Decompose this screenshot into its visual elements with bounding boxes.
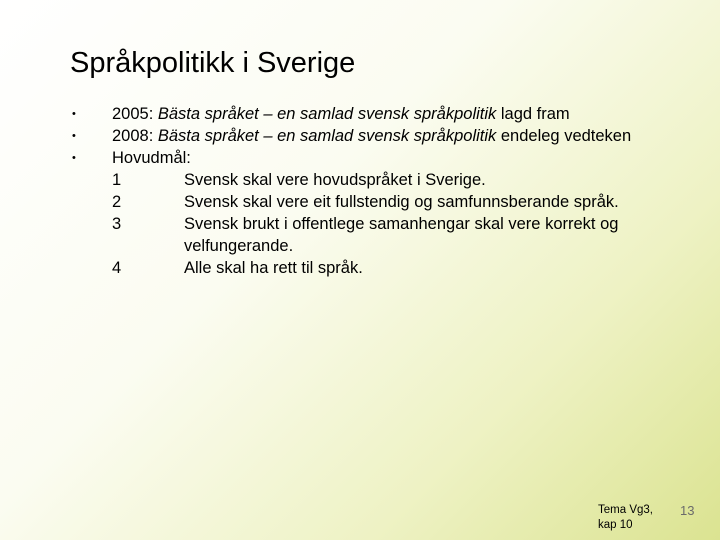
bullet-item-2008 xyxy=(72,125,672,147)
goal-number: 4 xyxy=(112,259,122,277)
goal-number: 1 xyxy=(112,171,122,189)
page-number: 13 xyxy=(680,503,695,518)
bullet-icon: • xyxy=(72,152,76,164)
goal-item-3 xyxy=(112,213,672,257)
bullet-text: Hovudmål: xyxy=(112,149,191,167)
bullet-italic-title: Bästa språket – en samlad svensk språkpolitik xyxy=(157,127,497,145)
footer-line-1: Tema Vg3, xyxy=(598,504,653,516)
goal-item-4 xyxy=(112,257,672,279)
bullet-item-hovudmal xyxy=(72,147,672,279)
footer-line-2: kap 10 xyxy=(598,519,633,531)
goal-number: 3 xyxy=(112,215,122,233)
bullet-italic-title: Bästa språket – en samlad svensk språkpolitik xyxy=(157,105,497,123)
bullet-item-2005 xyxy=(72,103,672,125)
goal-text: Svensk skal vere hovudspråket i Sverige. xyxy=(184,171,486,189)
bullet-list xyxy=(72,103,672,279)
bullet-suffix: endeleg vedteken xyxy=(496,127,632,145)
bullet-prefix: 2008: xyxy=(112,127,158,145)
goal-number: 2 xyxy=(112,193,122,211)
bullet-icon: • xyxy=(72,130,76,142)
bullet-prefix: 2005: xyxy=(112,105,158,123)
bullet-suffix: lagd fram xyxy=(496,105,570,123)
goal-text: Svensk brukt i offentlege samanhengar skal vere korrekt og velfungerande. xyxy=(184,215,619,255)
footer-source xyxy=(598,503,653,533)
goal-text: Alle skal ha rett til språk. xyxy=(184,259,363,277)
slide-title: Språkpolitikk i Sverige xyxy=(70,47,356,79)
bullet-icon: • xyxy=(72,108,76,120)
goal-item-2 xyxy=(112,191,672,213)
goal-item-1 xyxy=(112,169,672,191)
goal-text: Svensk skal vere eit fullstendig og samfunnsberande språk. xyxy=(184,193,619,211)
